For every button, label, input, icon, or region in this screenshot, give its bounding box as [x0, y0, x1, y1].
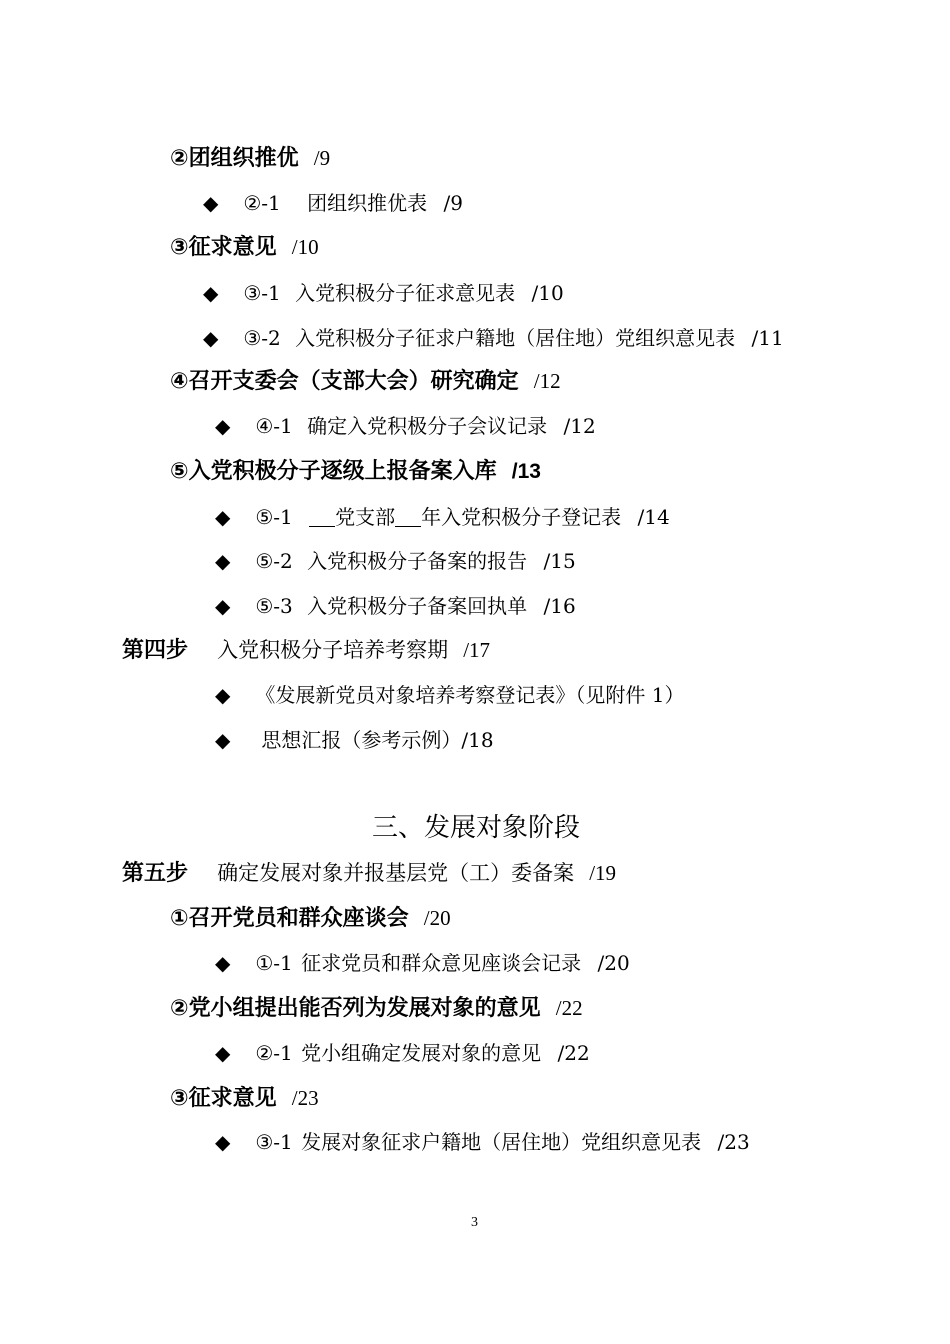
toc-item-code: ⑤-1 — [255, 505, 293, 529]
toc-item-code: ②-1 — [243, 191, 281, 215]
diamond-bullet-icon: ◆ — [215, 594, 231, 618]
toc-page-number: /10 — [531, 281, 564, 305]
toc-item-title: 党小组确定发展对象的意见 — [301, 1041, 542, 1065]
toc-step-4 — [122, 640, 490, 662]
toc-page-number: /14 — [637, 505, 670, 529]
toc-item-code: ①-1 — [255, 951, 293, 975]
toc-heading-t1 — [170, 908, 451, 930]
toc-page-number: /12 — [563, 414, 596, 438]
toc-heading-title: ⑤入党积极分子逐级上报备案入库 — [170, 459, 497, 484]
blank-underline — [309, 506, 335, 527]
toc-heading-title: ①召开党员和群众座谈会 — [170, 906, 409, 931]
toc-heading-t2 — [170, 998, 583, 1020]
toc-item-5-2 — [215, 551, 576, 571]
toc-item-t1-1 — [215, 953, 630, 973]
toc-heading-title: ③征求意见 — [170, 1086, 277, 1111]
toc-page-number: /9 — [313, 146, 331, 170]
toc-item-title: 发展对象征求户籍地（居住地）党组织意见表 — [301, 1130, 702, 1154]
toc-heading-2 — [170, 148, 330, 170]
toc-page-number: /16 — [543, 594, 576, 618]
toc-page-number: /19 — [589, 861, 617, 885]
toc-item-code: ③-1 — [255, 1130, 293, 1154]
toc-page-number: /10 — [291, 235, 319, 259]
toc-item-t2-1 — [215, 1043, 590, 1063]
toc-item-code: ④-1 — [255, 414, 293, 438]
toc-item-title: 入党积极分子备案回执单 — [307, 594, 528, 618]
toc-item-title: 入党积极分子征求意见表 — [295, 281, 516, 305]
diamond-bullet-icon: ◆ — [215, 505, 231, 529]
toc-item-code: ③-2 — [243, 326, 281, 350]
toc-heading-t3 — [170, 1088, 319, 1110]
toc-page-number: /23 — [717, 1130, 750, 1154]
toc-item-code: ②-1 — [255, 1041, 293, 1065]
toc-page-number: /11 — [751, 326, 784, 350]
toc-item-code: ③-1 — [243, 281, 281, 305]
toc-page-number: /9 — [443, 191, 463, 215]
diamond-bullet-icon: ◆ — [203, 191, 219, 215]
toc-heading-4 — [170, 371, 561, 393]
toc-step-5 — [122, 863, 616, 885]
toc-step-label: 第四步 — [122, 638, 189, 663]
toc-page-number: /12 — [533, 369, 561, 393]
toc-item-step4-1 — [215, 685, 684, 705]
toc-page-number: /23 — [291, 1086, 319, 1110]
diamond-bullet-icon: ◆ — [215, 549, 231, 573]
toc-item-title: 《发展新党员对象培养考察登记表》（见附件 1） — [255, 683, 685, 707]
diamond-bullet-icon: ◆ — [215, 951, 231, 975]
toc-item-3-1 — [203, 283, 564, 303]
toc-step-title: 确定发展对象并报基层党（工）委备案 — [217, 861, 575, 885]
toc-heading-3 — [170, 237, 319, 259]
toc-page-number: /22 — [557, 1041, 590, 1065]
toc-page-number: /20 — [423, 906, 451, 930]
page-number-footer: 3 — [471, 1215, 478, 1230]
diamond-bullet-icon: ◆ — [215, 1041, 231, 1065]
toc-page-number: /20 — [597, 951, 630, 975]
toc-item-title: 确定入党积极分子会议记录 — [307, 414, 548, 438]
diamond-bullet-icon: ◆ — [203, 281, 219, 305]
toc-item-5-3 — [215, 596, 576, 616]
toc-item-2-1 — [203, 193, 463, 213]
toc-page-number: /22 — [555, 996, 583, 1020]
section-title: 三、发展对象阶段 — [372, 813, 581, 843]
toc-item-title-part: 年入党积极分子登记表 — [421, 505, 622, 529]
toc-heading-title: ③征求意见 — [170, 235, 277, 260]
diamond-bullet-icon: ◆ — [215, 1130, 231, 1154]
toc-heading-title: ④召开支委会（支部大会）研究确定 — [170, 369, 519, 394]
diamond-bullet-icon: ◆ — [215, 414, 231, 438]
toc-item-4-1 — [215, 416, 596, 436]
toc-item-title: 入党积极分子备案的报告 — [307, 549, 528, 573]
toc-item-t3-1 — [215, 1132, 750, 1152]
blank-underline — [395, 506, 421, 527]
toc-item-title: 入党积极分子征求户籍地（居住地）党组织意见表 — [295, 326, 736, 350]
toc-step-title: 入党积极分子培养考察期 — [217, 638, 449, 662]
toc-item-title: 征求党员和群众意见座谈会记录 — [301, 951, 582, 975]
toc-item-5-1 — [215, 506, 670, 527]
diamond-bullet-icon: ◆ — [215, 728, 231, 752]
toc-heading-5 — [170, 461, 541, 483]
toc-item-title-part: 党支部 — [335, 505, 396, 529]
toc-page-number: /17 — [463, 638, 491, 662]
toc-item-code: ⑤-3 — [255, 594, 293, 618]
toc-heading-title: ②党小组提出能否列为发展对象的意见 — [170, 996, 541, 1021]
toc-step-label: 第五步 — [122, 861, 189, 886]
toc-page-number: /15 — [543, 549, 576, 573]
diamond-bullet-icon: ◆ — [215, 683, 231, 707]
toc-item-title: 思想汇报（参考示例）/18 — [261, 728, 494, 752]
toc-item-code: ⑤-2 — [255, 549, 293, 573]
toc-item-step4-2 — [215, 730, 494, 750]
toc-item-title: 团组织推优表 — [307, 191, 428, 215]
diamond-bullet-icon: ◆ — [203, 326, 219, 350]
toc-item-3-2 — [203, 328, 784, 348]
toc-page-number: /13 — [511, 460, 541, 483]
toc-heading-title: ②团组织推优 — [170, 146, 299, 171]
